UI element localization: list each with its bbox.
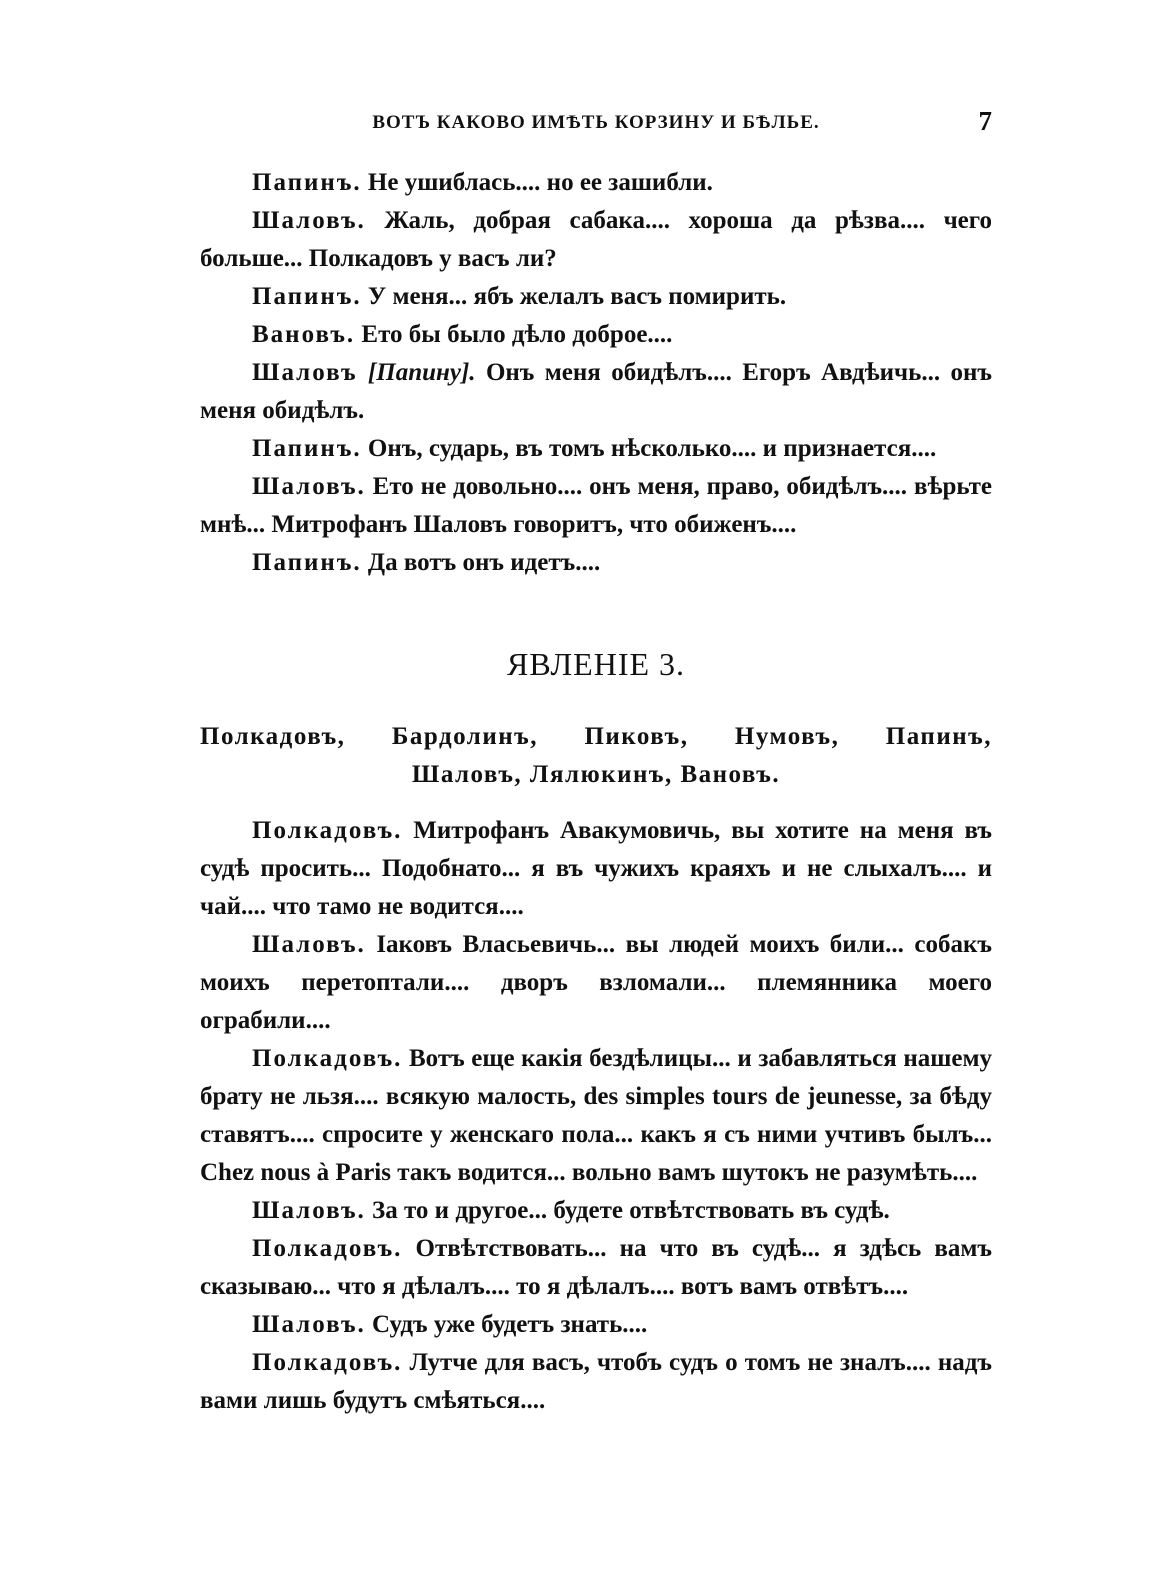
speaker-name: Полкадовъ. (252, 817, 403, 844)
dialogue-line (200, 354, 992, 430)
cast-line (200, 718, 992, 756)
page-number: 7 (978, 106, 992, 136)
speech-text: Ето бы было дѣло доброе.... (355, 321, 673, 348)
dialogue-line (200, 278, 992, 316)
dialogue-line (200, 1344, 992, 1420)
cast-member: Пиковъ, (584, 723, 689, 750)
speaker-name: Вановъ. (252, 321, 356, 348)
running-head (200, 106, 992, 140)
speech-text: Жаль, добрая сабака.... хороша да рѣзва.... чего больше... Полкадовъ у васъ ли? (200, 207, 992, 272)
speech-text: За то и другое... будете отвѣтствовать въ судѣ. (365, 1197, 890, 1224)
dialogue-line (200, 430, 992, 468)
dialogue-line (200, 1192, 992, 1230)
dialogue-line (200, 1306, 992, 1344)
scene-heading: ЯВЛЕНІЕ 3. (506, 646, 686, 682)
speaker-name: Шаловъ. (252, 931, 366, 958)
speaker-name: Папинъ. (252, 169, 362, 196)
speaker-name: Шаловъ. (252, 1197, 366, 1224)
speech-text: Вотъ еще какія бездѣлицы... и забавляться нашему брату не льзя.... всякую малость, des simples tours de jeunesse, за бѣду ставятъ.... спросите у женскаго пола... какъ я съ ними учтивъ былъ... Chez nous à Paris такъ водится... вольно вамъ шутокъ не разумѣть.... (200, 1045, 992, 1186)
dialogue-line (200, 926, 992, 1040)
speech-text: Лутче для васъ, чтобъ судъ о томъ не зналъ.... надъ вами лишь будутъ смѣяться.... (200, 1349, 992, 1414)
speaker-name: Папинъ. (252, 435, 362, 462)
speaker-name: Папинъ. (252, 283, 362, 310)
cast-line: Шаловъ, Лялюкинъ, Вановъ. (411, 761, 781, 788)
speech-text: Отвѣтствовать... на что въ судѣ... я здѣсь вамъ сказываю... что я дѣлалъ.... то я дѣлалъ.... вотъ вамъ отвѣтъ.... (200, 1235, 992, 1300)
dialogue-line (200, 544, 992, 582)
speech-text: Іаковъ Власьевичь... вы людей моихъ били... собакъ моихъ перетоптали.... дворъ взломали... племянника моего ограбили.... (200, 931, 992, 1034)
dialogue-line (200, 164, 992, 202)
dialogue-line (200, 1230, 992, 1306)
speaker-name: Полкадовъ. (252, 1349, 403, 1376)
dialogue-line (200, 1040, 992, 1192)
speaker-name: Папинъ. (252, 549, 362, 576)
dialogue-line (200, 202, 992, 278)
stage-direction: [Папину]. (357, 359, 476, 386)
dialogue-before-scene (200, 164, 992, 582)
speech-text: Онъ меня обидѣлъ.... Егоръ Авдѣичь... онъ меня обидѣлъ. (200, 359, 992, 424)
speech-text: Онъ, сударь, въ томъ нѣсколько.... и признается.... (361, 435, 937, 462)
speech-text: Не ушиблась.... но ее зашибли. (361, 169, 713, 196)
cast-member: Полкадовъ, (200, 723, 346, 750)
speech-text: Судъ уже будетъ знать.... (365, 1311, 648, 1338)
dialogue-line (200, 812, 992, 926)
speech-text: Да вотъ онъ идетъ.... (361, 549, 601, 576)
speaker-name: Шаловъ. (252, 473, 366, 500)
speech-text: Митрофанъ Авакумовичь, вы хотите на меня въ судѣ просить... Подобнато... я въ чужихъ краяхъ и не слыхалъ.... и чай.... что тамо не водится.... (200, 817, 992, 920)
running-title: ВОТЪ КАКОВО ИМѢТЬ КОРЗИНУ И БѢЛЬЕ. (372, 112, 820, 133)
speaker-name: Полкадовъ. (252, 1235, 403, 1262)
speaker-name: Шаловъ. (252, 1311, 366, 1338)
cast-list (200, 718, 992, 794)
dialogue-line (200, 316, 992, 354)
speaker-name: Полкадовъ. (252, 1045, 403, 1072)
dialogue-after-scene (200, 812, 992, 1420)
speaker-name: Шаловъ (252, 359, 358, 386)
cast-member: Папинъ, (885, 723, 992, 750)
speech-text: Ето не довольно.... онъ меня, право, обидѣлъ.... вѣрьте мнѣ... Митрофанъ Шаловъ говоритъ, что обиженъ.... (200, 473, 992, 538)
cast-member: Нумовъ, (734, 723, 840, 750)
dialogue-line (200, 468, 992, 544)
cast-member: Бардолинъ, (391, 723, 538, 750)
speaker-name: Шаловъ. (252, 207, 366, 234)
speech-text: У меня... ябъ желалъ васъ помирить. (361, 283, 787, 310)
